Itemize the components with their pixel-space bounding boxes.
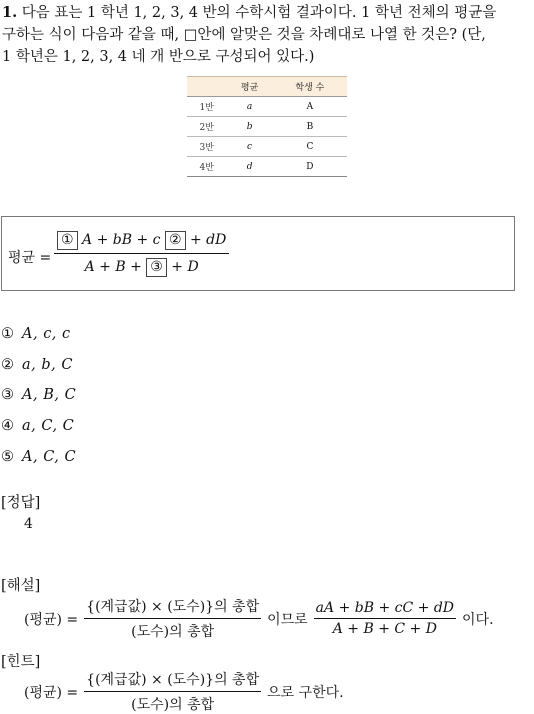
- question-text: [2, 2, 530, 68]
- choice-4[interactable]: [1, 418, 74, 434]
- answer-value: 4: [24, 516, 33, 532]
- explanation-tail: 이다.: [462, 611, 494, 628]
- table-cell-average: d: [226, 157, 272, 177]
- hint-tail: 으로 구한다.: [267, 684, 344, 701]
- choice-number: ③: [1, 387, 14, 403]
- choice-value: A, C, C: [22, 449, 77, 465]
- explanation-equation: [24, 596, 494, 641]
- formula-fraction: [54, 231, 229, 277]
- table-cell-students: C: [273, 137, 347, 157]
- hint-lhs: (평균) =: [24, 684, 79, 701]
- choice-1[interactable]: [1, 326, 71, 342]
- choice-value: a, b, C: [22, 357, 73, 373]
- question-line-2: 구하는 식이 다음과 같을 때, □안에 알맞은 것을 차례대로 나열 한 것은? (단,: [2, 27, 486, 43]
- table-header-average: 평균: [226, 77, 272, 97]
- table-cell-students: D: [273, 157, 347, 177]
- numerator-part-2: + dD: [189, 232, 227, 248]
- table-cell-average: a: [226, 97, 272, 117]
- table-row: [187, 157, 347, 177]
- formula-denominator: [54, 254, 229, 277]
- hint-fraction-denominator: (도수)의 총합: [131, 697, 215, 713]
- table-cell-class: 2반: [187, 117, 226, 137]
- explanation-fraction-1-numerator: {(계급값) × (도수)}의 총합: [84, 596, 261, 619]
- table-row: [187, 117, 347, 137]
- table-cell-average: c: [226, 137, 272, 157]
- hint-equation: [24, 669, 344, 714]
- table-row: [187, 97, 347, 117]
- table-header-class: [187, 77, 226, 97]
- explanation-fraction-2: [314, 600, 456, 637]
- numerator-part-1: A + bB + c: [82, 232, 161, 248]
- choice-value: a, C, C: [22, 418, 75, 434]
- blank-box-2: ②: [165, 231, 186, 250]
- choice-number: ②: [1, 357, 14, 373]
- hint-fraction: [84, 669, 261, 714]
- choice-number: ①: [1, 326, 14, 342]
- explanation-mid: 이므로: [267, 611, 308, 628]
- choice-3[interactable]: [1, 387, 76, 403]
- answer-label: [정답]: [1, 495, 41, 511]
- table-row: [187, 137, 347, 157]
- explanation-fraction-1: [84, 596, 261, 641]
- explanation-fraction-2-numerator: aA + bB + cC + dD: [314, 600, 456, 619]
- table-header-students: 학생 수: [273, 77, 347, 97]
- table-cell-class: 3반: [187, 137, 226, 157]
- formula-label: 평균 =: [8, 250, 52, 266]
- blank-box-1: ①: [57, 231, 78, 250]
- denominator-part-2: + D: [171, 259, 199, 275]
- table-cell-average: b: [226, 117, 272, 137]
- class-results-table: [187, 76, 347, 177]
- denominator-part-1: A + B +: [84, 259, 142, 275]
- explanation-lhs: (평균) =: [24, 611, 79, 628]
- question-line-1: 다음 표는 1 학년 1, 2, 3, 4 반의 수학시험 결과이다. 1 학년 전체의 평균을: [21, 5, 497, 21]
- choice-2[interactable]: [1, 357, 73, 373]
- explanation-fraction-1-denominator: (도수)의 총합: [131, 624, 215, 640]
- hint-fraction-numerator: {(계급값) × (도수)}의 총합: [84, 669, 261, 692]
- choice-value: A, B, C: [22, 387, 77, 403]
- question-line-3: 1 학년은 1, 2, 3, 4 네 개 반으로 구성되어 있다.): [2, 49, 315, 65]
- table-cell-students: A: [273, 97, 347, 117]
- choice-number: ④: [1, 418, 14, 434]
- formula-box: [1, 216, 515, 291]
- table-cell-students: B: [273, 117, 347, 137]
- hint-label: [힌트]: [1, 654, 41, 670]
- explanation-label: [해설]: [1, 578, 41, 594]
- formula-numerator: [54, 231, 229, 254]
- choice-value: A, c, c: [22, 326, 71, 342]
- table-header-row: [187, 77, 347, 97]
- explanation-fraction-2-denominator: A + B + C + D: [332, 621, 437, 637]
- table-cell-class: 1반: [187, 97, 226, 117]
- choice-number: ⑤: [1, 449, 14, 465]
- choice-5[interactable]: [1, 449, 76, 465]
- table-cell-class: 4반: [187, 157, 226, 177]
- blank-box-3: ③: [146, 258, 167, 277]
- question-number: 1.: [2, 4, 18, 21]
